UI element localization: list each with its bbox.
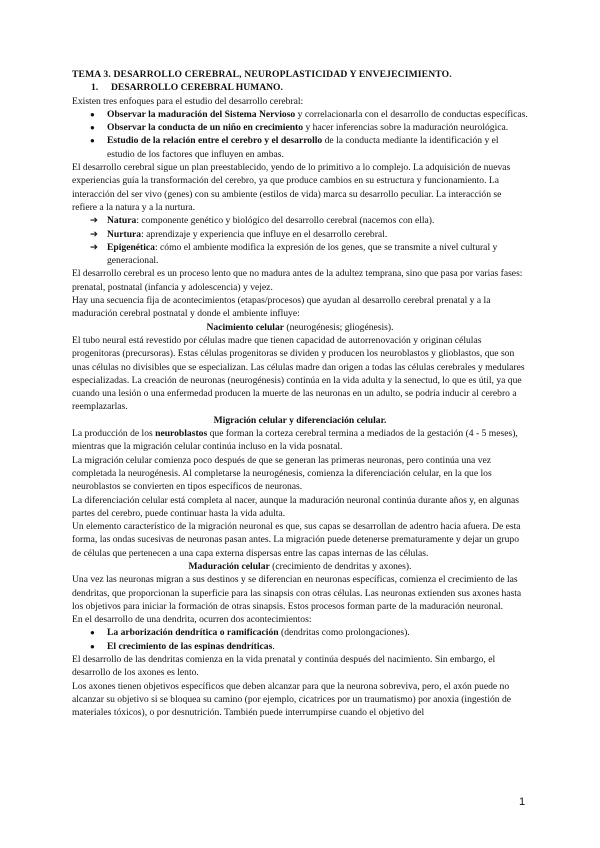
factores-list [72, 214, 528, 267]
list-item [72, 241, 528, 268]
list-item [72, 640, 528, 653]
list-item [72, 108, 528, 121]
document-page [72, 68, 528, 720]
arrow-icon: ➔ [90, 228, 99, 240]
list-item-bold: Natura [107, 215, 137, 227]
subheading-bold: Migración celular y diferenciación celular. [213, 414, 387, 426]
list-item-bold: Estudio de la relación entre el cerebro y el desarrollo [107, 135, 323, 147]
list-item-bold: La arborización dendrítica o ramificación [107, 627, 279, 639]
subheading-bold: Nacimiento celular [206, 321, 284, 333]
paragraph: El desarrollo cerebral es un proceso lento que no madura antes de la adultez temprana, sino que pasa por varias fases: prenatal, postnatal (infancia y adolescencia) y vejez. [72, 268, 523, 293]
list-item-text: . [272, 640, 275, 652]
list-item [72, 121, 528, 134]
list-item-bold: Observar la conducta de un niño en crecimiento [107, 122, 304, 134]
list-item-bold: Observar la maduración del Sistema Nervioso [107, 108, 296, 120]
page-number: 1 [519, 796, 526, 808]
paragraph-text: que forman la corteza cerebral termina a mediados de la gestación (4 - 5 meses), mientras que la migración celular continúa incluso en la vida posnatal. [72, 428, 518, 453]
paragraph: El tubo neural está revestido por células madre que tienen capacidad de autorrenovación y originan células progenitoras (precursoras). Estas células progenitoras se dividen y producen los neuroblastos y glioblastos, que son unas células no divisibles que se especializan. Las células madre dan origen a todas las células cerebrales y medulares especializadas. La creación de neuronas (neurogénesis) continúa en la vida adulta y la senectud, lo que es útil, ya que cuando una lesión o una enfermedad producen la muerte de las neuronas en un adulto, se podría inducir al cerebro a reemplazarlas. [72, 334, 525, 413]
paragraph: Un elemento característico de la migración neuronal es que, sus capas se desarrollan de adentro hacia afuera. De esta forma, las ondas sucesivas de neuronas pasan antes. La migración puede detenerse prematuramente y dejar un grupo de células que pertenecen a una capa externa dispersas entre las capas internas de las células. [72, 521, 521, 559]
list-item [72, 214, 528, 227]
list-item-bold: El crecimiento de las espinas dendríticas [107, 640, 273, 652]
arrow-icon: ➔ [90, 215, 99, 227]
list-item-bold: Epigenética [107, 241, 155, 253]
list-item-text: y hacer inferencias sobre la maduración neurológica. [303, 122, 509, 134]
list-item-text: (dendritas como prolongaciones). [278, 627, 410, 639]
paragraph: La migración celular comienza poco después de que se generan las primeras neuronas, pero continúa una vez completada la neurogénesis. Al completarse la neurogénesis, comienza la diferenciación celular, en la que los neuroblastos se convierten en tipos específicos de neuronas. [72, 454, 492, 493]
paragraph: El desarrollo de las dendritas comienza en la vida prenatal y continúa después del nacimiento. Sin embargo, el desarrollo de los axones es lento. [72, 654, 496, 679]
list-item [72, 228, 528, 241]
paragraph: Los axones tienen objetivos específicos que deben alcanzar para que la neurona sobreviva, pero, el axón puede no alcanzar su objetivo si se bloquea su camino (por ejemplo, cicatrices por un traumatismo) por anoxia (ingestión de materiales tóxicos), o por desnutrición. También puede interrumpirse cuando el objetivo del [72, 680, 512, 719]
subheading-nacimiento [72, 321, 528, 334]
list-item-text: : componente genético y biológico del desarrollo cerebral (nacemos con ella). [136, 215, 435, 227]
enfoques-list [72, 108, 528, 161]
list-item [72, 134, 528, 161]
subheading-bold: Maduración celular [188, 560, 270, 572]
list-item [72, 626, 528, 639]
list-item-text: : cómo el ambiente modifica la expresión de los genes, que se transmite a nivel cultural y generacional. [107, 241, 498, 267]
list-item-text: y correlacionarla con el desarrollo de conductas específicas. [295, 108, 528, 120]
section-number: 1. [91, 82, 99, 94]
intro-text: Existen tres enfoques para el estudio del desarrollo cerebral: [72, 95, 304, 107]
subheading-migracion [72, 414, 528, 427]
section-heading [72, 81, 528, 94]
list-item-text: : aprendizaje y experiencia que influye en el desarrollo cerebral. [141, 228, 388, 240]
paragraph-text: La producción de los [72, 428, 156, 440]
list-item-text: de la conducta mediante la identificación y el estudio de los factores que influyen en ambas. [107, 135, 499, 160]
paragraph: En el desarrollo de una dendrita, ocurren dos acontecimientos: [72, 614, 312, 626]
paragraph: Una vez las neuronas migran a sus destinos y se diferencian en neuronas específicas, comienza el crecimiento de las dendritas, que proporcionan la superficie para las sinapsis con otras células. Las neuronas extienden sus axones hasta los objetivos para iniciar la formación de otras sinapsis. Estos procesos forman parte de la maduración neuronal. [72, 574, 522, 612]
list-item-bold: Nurtura [107, 228, 142, 240]
dendrita-list [72, 626, 528, 653]
paragraph: El desarrollo cerebral sigue un plan preestablecido, yendo de lo primitivo a lo complejo. La adquisición de nuevas experiencias guía la transformación del cerebro, ya que produce cambios en su estructura y funcionamiento. La interacción del ser vivo (genes) con su ambiente (estilos de vida) marca su desarrollo peculiar. La interacción se refiere a la natura y a la nurtura. [72, 162, 511, 213]
subheading-maduracion [72, 560, 528, 573]
paragraph: Hay una secuencia fija de acontecimientos (etapas/procesos) que ayudan al desarrollo cerebral prenatal y a la maduración cerebral postnatal y donde el ambiente influye: [72, 295, 491, 320]
paragraph [72, 427, 528, 454]
paragraph-bold: neuroblastos [155, 428, 208, 440]
arrow-icon: ➔ [90, 241, 99, 253]
subheading-text: (neurogénesis; gliogénesis). [284, 321, 394, 333]
document-title: TEMA 3. DESARROLLO CEREBRAL, NEUROPLASTICIDAD Y ENVEJECIMIENTO. [72, 69, 452, 80]
section-label: DESARROLLO CEREBRAL HUMANO. [111, 82, 283, 94]
paragraph: La diferenciación celular está completa al nacer, aunque la maduración neuronal continúa durante años y, en algunas partes del cerebro, puede continuar hasta la vida adulta. [72, 494, 520, 519]
subheading-text: (crecimiento de dendritas y axones). [269, 560, 412, 572]
